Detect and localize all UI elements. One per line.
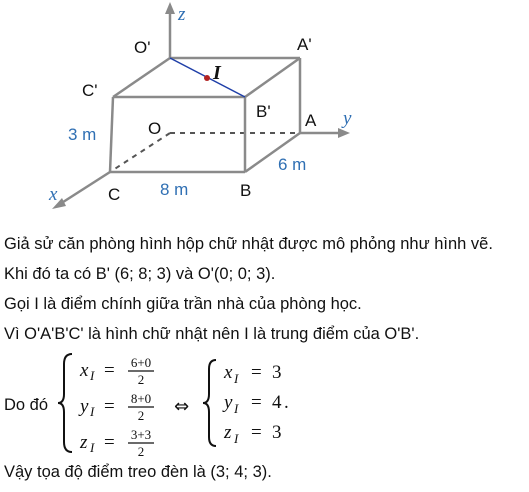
label-C: C xyxy=(108,185,121,204)
do-do-label: Do đó xyxy=(4,396,49,414)
eq-numerator: 8+0 xyxy=(130,391,152,406)
y-axis-label: y xyxy=(343,108,352,129)
right-system-rows xyxy=(222,362,289,446)
left-equation-row xyxy=(78,391,154,423)
label-O-prime: O' xyxy=(134,38,151,57)
eq-variable: y xyxy=(224,392,233,413)
dim-length: 8 m xyxy=(160,180,189,199)
paragraph-line-4: Vì O'A'B'C' là hình chữ nhật nên I là trung điểm của O'B'. xyxy=(4,325,420,343)
label-O: O xyxy=(148,119,162,138)
label-B-prime: B' xyxy=(256,102,271,121)
eq-value: 3 xyxy=(272,422,282,443)
edge-O-C-hidden xyxy=(110,133,170,172)
label-A: A xyxy=(305,111,317,130)
label-I: I xyxy=(213,62,221,84)
eq-value: 4 xyxy=(272,392,282,413)
equivalence-arrow: ⇔ xyxy=(174,396,190,417)
label-A-prime: A' xyxy=(297,35,312,54)
edge-Cprime-Oprime xyxy=(113,58,170,97)
eq-punctuation: . xyxy=(284,392,289,413)
paragraph-line-3: Gọi I là điểm chính giữa trần nhà của phòng học. xyxy=(4,295,362,313)
point-I xyxy=(204,75,210,81)
eq-equals: = xyxy=(251,392,262,413)
eq-variable: x xyxy=(224,362,233,383)
eq-subscript: I xyxy=(234,371,239,386)
eq-equals: = xyxy=(104,396,115,417)
z-axis-label: z xyxy=(178,4,186,25)
right-equation-row xyxy=(222,392,289,416)
paragraph-line-1: Giả sử căn phòng hình hộp chữ nhật được mô phỏng như hình vẽ. xyxy=(4,235,493,253)
left-system-brace xyxy=(58,354,72,452)
x-axis xyxy=(60,172,110,204)
eq-denominator: 2 xyxy=(137,444,145,456)
eq-numerator: 3+3 xyxy=(130,427,152,442)
dim-height: 3 m xyxy=(68,125,97,144)
edge-C-Cprime xyxy=(110,97,113,172)
eq-equals: = xyxy=(104,432,115,453)
paragraph-line-2: Khi đó ta có B' (6; 8; 3) và O'(0; 0; 3). xyxy=(4,265,276,283)
eq-subscript: I xyxy=(90,404,95,419)
dim-width: 6 m xyxy=(278,155,307,174)
eq-subscript: I xyxy=(234,431,239,446)
eq-equals: = xyxy=(251,362,262,383)
eq-variable: z xyxy=(80,432,88,453)
y-axis-arrow xyxy=(338,128,350,138)
eq-subscript: I xyxy=(234,401,239,416)
label-B: B xyxy=(240,181,252,200)
box-figure xyxy=(0,0,529,222)
eq-variable: y xyxy=(80,396,89,417)
right-equation-row xyxy=(223,422,282,446)
eq-equals: = xyxy=(251,422,262,443)
right-equation-row xyxy=(223,362,282,386)
eq-numerator: 6+0 xyxy=(130,355,152,370)
eq-variable: z xyxy=(224,422,232,443)
eq-value: 3 xyxy=(272,362,282,383)
x-axis-label: x xyxy=(49,184,58,205)
eq-subscript: I xyxy=(90,368,95,383)
paragraph-line-6: Vậy tọa độ điểm treo đèn là (3; 4; 3). xyxy=(4,463,272,481)
eq-equals: = xyxy=(104,360,115,381)
left-system-rows xyxy=(78,355,154,456)
left-equation-row xyxy=(79,355,154,387)
eq-variable: x xyxy=(80,360,89,381)
eq-denominator: 2 xyxy=(137,408,145,423)
z-axis-arrow xyxy=(165,2,175,14)
right-system-brace xyxy=(203,360,216,446)
left-equation-row xyxy=(79,427,154,456)
eq-denominator: 2 xyxy=(137,372,145,387)
equation-system xyxy=(4,350,424,456)
edge-Aprime-Bprime xyxy=(245,58,300,97)
label-C-prime: C' xyxy=(82,81,98,100)
eq-subscript: I xyxy=(90,440,95,455)
